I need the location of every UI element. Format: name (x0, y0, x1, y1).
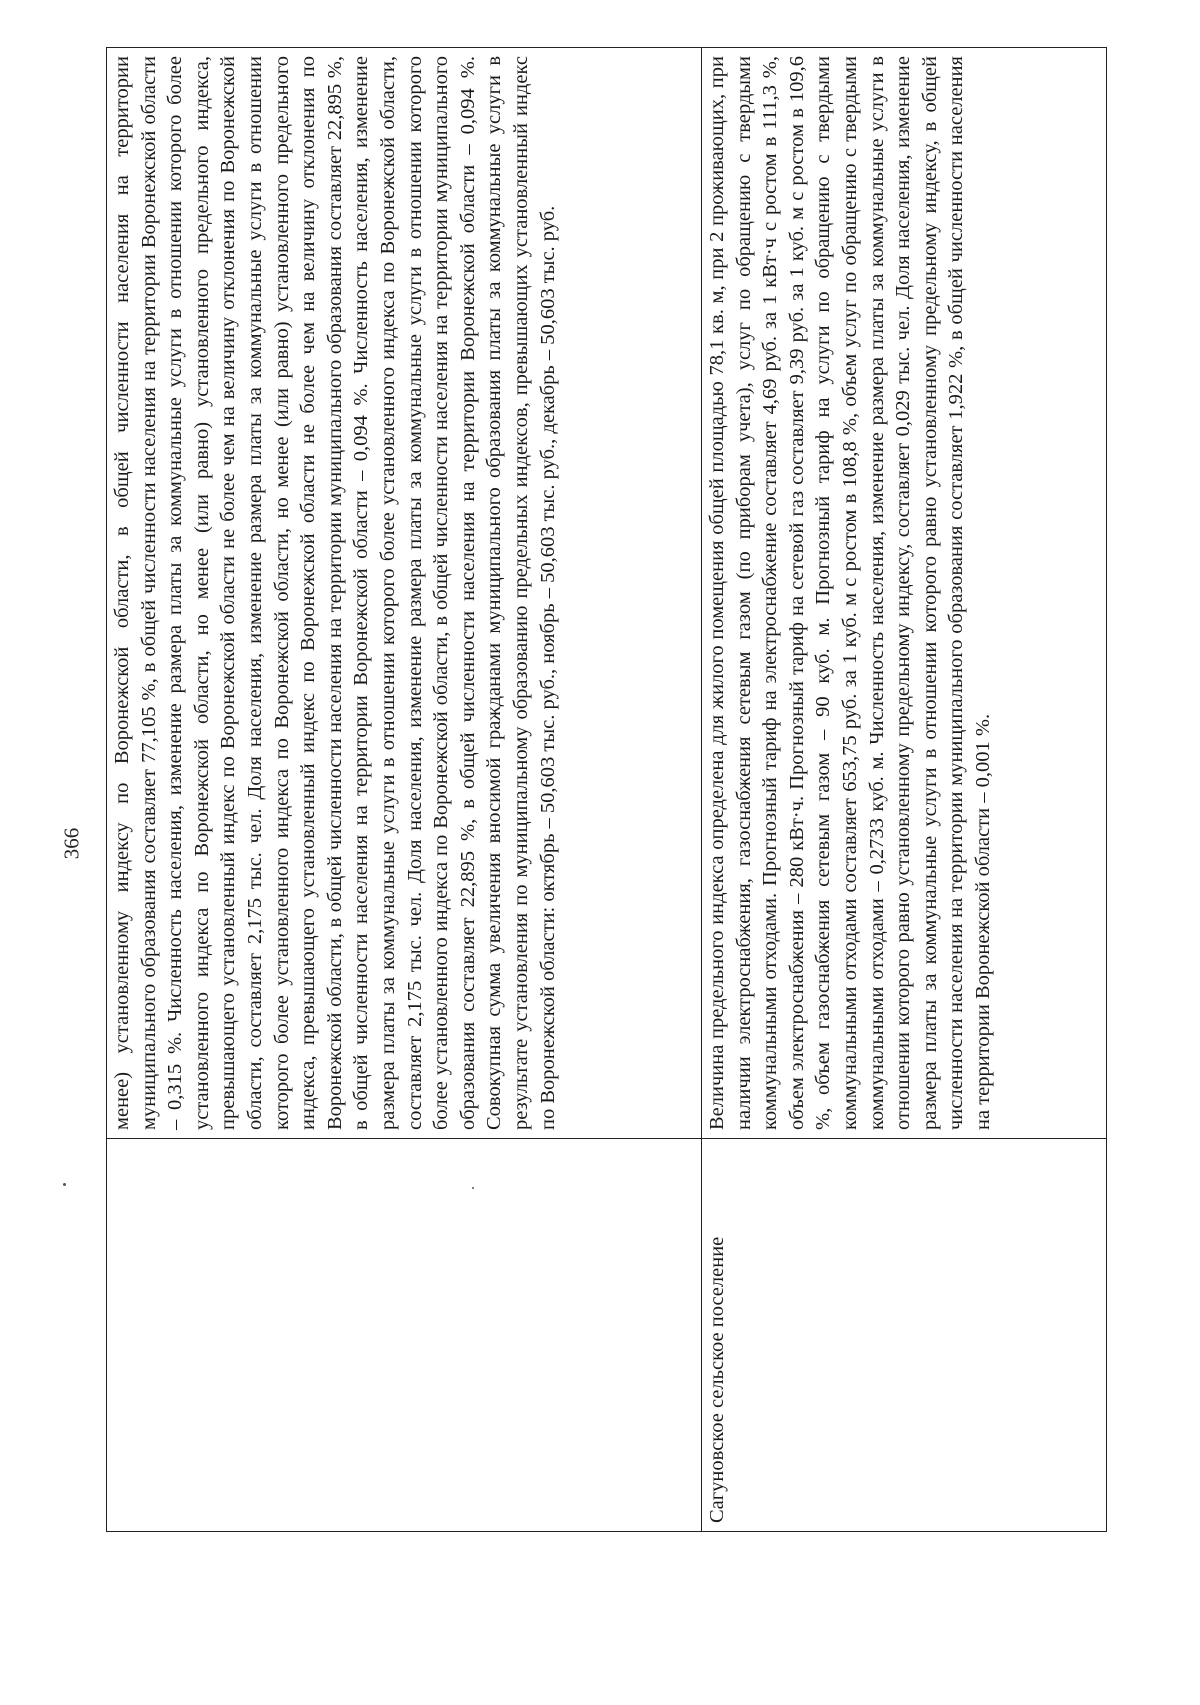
description-cell: Величина предельного индекса определена для жилого помещения общей площадью 78,1 кв. м, при 2 проживающих, при наличии электроснабжения, газоснабжения сетевым газом (по приборам учета), услуг по обращению с твердыми коммунальными отходами. Прогнозный тариф на электроснабжение составляет 4,69 руб. за 1 кВт·ч с ростом в 111,3 %, объем электроснабжения – 280 кВт·ч. Прогнозный тариф на сетевой газ составляет 9,39 руб. за 1 куб. м с ростом в 109,6 %, объем газоснабжения сетевым газом – 90 куб. м. Прогнозный тариф на услуги по обращению с твердыми коммунальными отходами составляет 653,75 руб. за 1 куб. м с ростом в 108,8 %, объем услуг по обращению с твердыми коммунальными отходами – 0,2733 куб. м. Численность населения, изменение размера платы за коммунальные услуги в отношении которого равно установленному предельному индексу, составляет 0,029 тыс. чел. Доля населения, изменение размера платы за коммунальные услуги в отношении которого равно установленному предельному индексу, в общей численности населения на территории муниципального образования составляет 1,922 %, в общей численности населения на территории Воронежской области – 0,001 %. (702, 48, 1107, 1139)
municipality-name-cell (107, 1139, 702, 1532)
page-number: 366 (59, 827, 84, 860)
table-row (107, 48, 702, 1532)
indices-table (106, 47, 1107, 1532)
scan-speck (63, 1183, 66, 1186)
table-row (702, 48, 1107, 1532)
description-cell: менее) установленному индексу по Воронежской области, в общей численности населения на территории муниципального образования составляет 77,105 %, в общей численности населения на территории Воронежской области – 0,315 %. Численность населения, изменение размера платы за коммунальные услуги в отношении которого более установленного индекса по Воронежской области, но менее (или равно) установленного предельного индекса, превышающего установленный индекс по Воронежской области не более чем на величину отклонения по Воронежской области, составляет 2,175 тыс. чел. Доля населения, изменение размера платы за коммунальные услуги в отношении которого более установленного индекса по Воронежской области, но менее (или равно) установленного предельного индекса, превышающего установленный индекс по Воронежской области не более чем на величину отклонения по Воронежской области, в общей численности населения на территории муниципального образования составляет 22,895 %, в общей численности населения на территории Воронежской области – 0,094 %. Численность населения, изменение размера платы за коммунальные услуги в отношении которого более установленного индекса по Воронежской области, составляет 2,175 тыс. чел. Доля населения, изменение размера платы за коммунальные услуги в отношении которого более установленного индекса по Воронежской области, в общей численности населения на территории муниципального образования составляет 22,895 %, в общей численности населения на территории Воронежской области – 0,094 %. Совокупная сумма увеличения вносимой гражданами муниципального образования платы за коммунальные услуги в результате установления по муниципальному образованию предельных индексов, превышающих установленный индекс по Воронежской области: октябрь – 50,603 тыс. руб., ноябрь – 50,603 тыс. руб., декабрь – 50,603 тыс. руб. (107, 48, 702, 1139)
municipality-name-cell: Сагуновское сельское поселение (702, 1139, 1107, 1532)
rotated-table (106, 56, 1106, 1532)
